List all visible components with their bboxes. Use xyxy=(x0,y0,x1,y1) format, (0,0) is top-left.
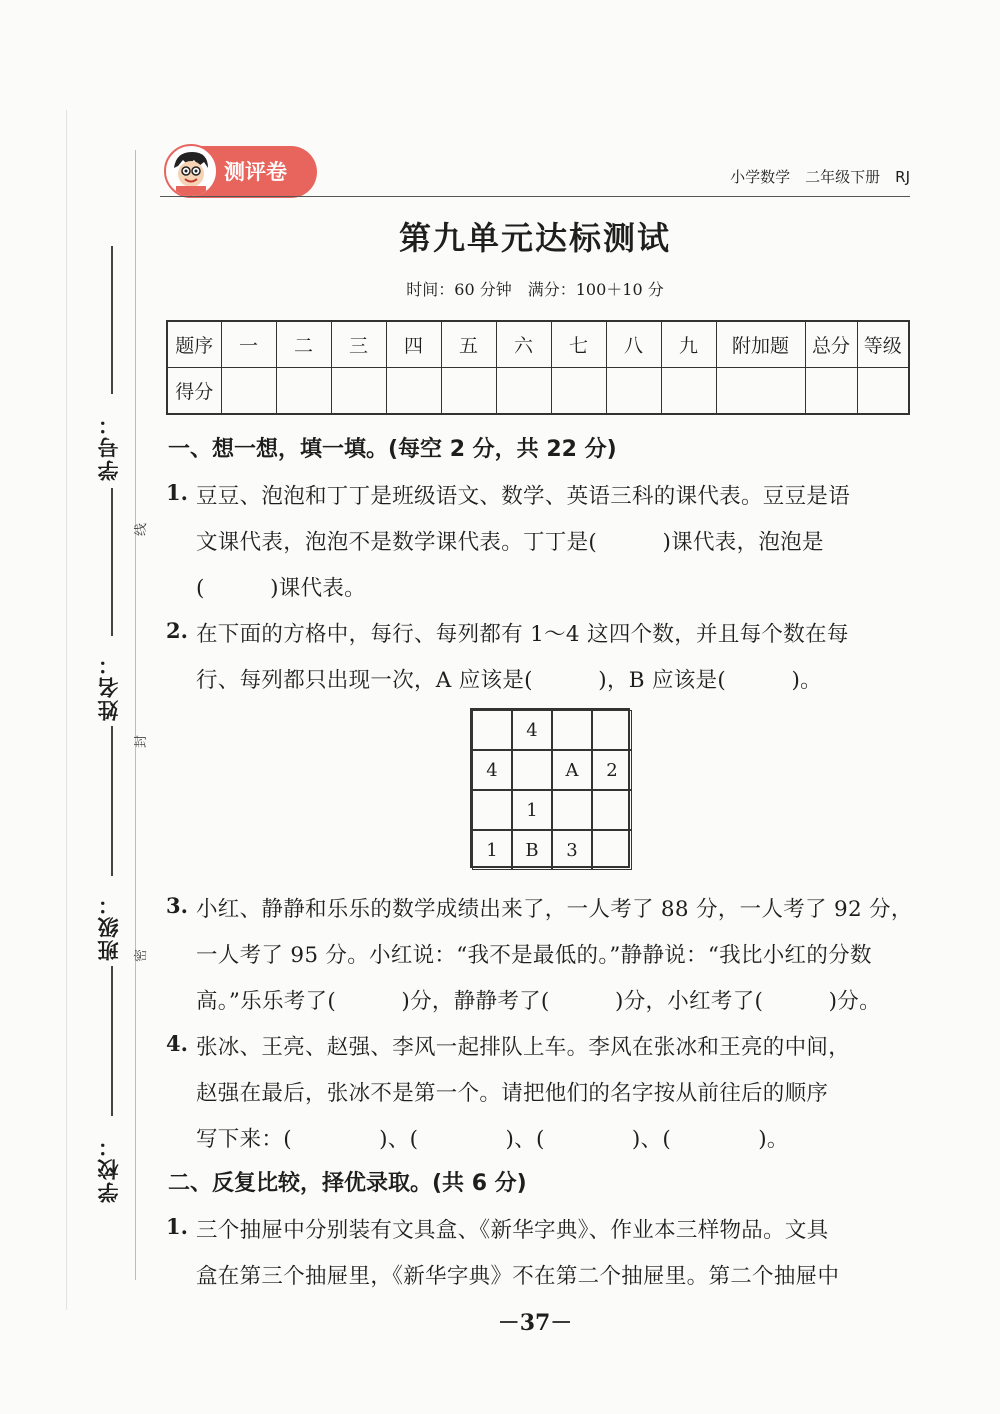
header-rule xyxy=(160,196,910,197)
question-number: 2. xyxy=(166,618,188,643)
table-cell: 六 xyxy=(496,321,551,368)
section-1-title: 一、想一想，填一填。(每空 2 分，共 22 分) xyxy=(168,437,617,462)
table-cell: 二 xyxy=(276,321,331,368)
question-1-line-1: 豆豆、泡泡和丁丁是班级语文、数学、英语三科的课代表。豆豆是语 xyxy=(196,484,851,509)
question-1-line-3: ( )课代表。 xyxy=(196,576,366,601)
question-1-line-2: 文课代表，泡泡不是数学课代表。丁丁是( )课代表，泡泡是 xyxy=(196,530,824,555)
time-score-info: 时间：60 分钟 满分：100＋10 分 xyxy=(406,280,664,299)
class-label: 班级： xyxy=(97,892,121,961)
score-entry-row xyxy=(167,368,909,415)
student-id-line xyxy=(111,246,113,394)
grid-cell xyxy=(592,710,632,750)
table-cell: 等级 xyxy=(857,321,909,368)
number-grid xyxy=(470,708,630,868)
question-number: 1. xyxy=(166,1214,188,1239)
grid-cell xyxy=(472,790,512,830)
grid-cell: 3 xyxy=(552,830,592,870)
score-table xyxy=(166,320,910,415)
score-blank[interactable] xyxy=(496,368,551,415)
table-cell: 附加题 xyxy=(716,321,805,368)
school-line xyxy=(111,966,113,1116)
class-line xyxy=(111,726,113,876)
table-cell: 题序 xyxy=(167,321,221,368)
grid-cell: 2 xyxy=(592,750,632,790)
page-title: 第九单元达标测试 xyxy=(398,219,671,257)
table-cell: 四 xyxy=(386,321,441,368)
grid-cell xyxy=(552,710,592,750)
score-header-row xyxy=(167,321,909,368)
section-2-question-1-line-2: 盒在第三个抽屉里，《新华字典》不在第二个抽屉里。第二个抽屉中 xyxy=(196,1264,840,1289)
subject-grade: 小学数学 二年级下册 RJ xyxy=(730,168,910,186)
grid-cell: 4 xyxy=(472,750,512,790)
margin-edge xyxy=(66,110,67,1310)
table-cell: 总分 xyxy=(805,321,857,368)
score-blank[interactable] xyxy=(606,368,661,415)
table-cell: 九 xyxy=(661,321,716,368)
question-number: 4. xyxy=(166,1031,188,1056)
score-blank[interactable] xyxy=(221,368,276,415)
score-blank[interactable] xyxy=(441,368,496,415)
question-3-line-2: 一人考了 95 分。小红说：“我不是最低的。”静静说：“我比小红的分数 xyxy=(196,943,872,968)
question-4-line-3: 写下来：( )、( )、( )、( )。 xyxy=(196,1127,789,1152)
table-cell: 一 xyxy=(221,321,276,368)
score-blank[interactable] xyxy=(857,368,909,415)
score-blank[interactable] xyxy=(331,368,386,415)
student-id-label: 学号： xyxy=(97,412,121,481)
question-2-line-2: 行、每列都只出现一次，A 应该是( )，B 应该是( )。 xyxy=(196,668,822,693)
name-line xyxy=(111,488,113,636)
grid-cell: 1 xyxy=(472,830,512,870)
table-cell: 得分 xyxy=(167,368,221,415)
question-4-line-2: 赵强在最后，张冰不是第一个。请把他们的名字按从前往后的顺序 xyxy=(196,1081,829,1106)
question-4-line-1: 张冰、王亮、赵强、李风一起排队上车。李风在张冰和王亮的中间， xyxy=(196,1035,851,1060)
question-3-line-1: 小红、静静和乐乐的数学成绩出来了，一人考了 88 分，一人考了 92 分， xyxy=(196,897,913,922)
margin-char-secret: 密 xyxy=(134,948,150,963)
binding-rule xyxy=(135,150,136,1280)
school-label: 学校： xyxy=(97,1134,121,1203)
score-blank[interactable] xyxy=(386,368,441,415)
question-number: 3. xyxy=(166,893,188,918)
name-label: 姓名： xyxy=(97,652,121,721)
score-blank[interactable] xyxy=(805,368,857,415)
question-3-line-3: 高。”乐乐考了( )分，静静考了( )分，小红考了( )分。 xyxy=(196,989,881,1014)
grid-cell xyxy=(512,750,552,790)
table-cell: 三 xyxy=(331,321,386,368)
grid-cell xyxy=(552,790,592,830)
question-2-line-1: 在下面的方格中，每行、每列都有 1～4 这四个数，并且每个数在每 xyxy=(196,622,849,647)
cartoon-boy-icon xyxy=(164,144,218,198)
score-blank[interactable] xyxy=(716,368,805,415)
grid-cell: 1 xyxy=(512,790,552,830)
badge-label: 测评卷 xyxy=(224,160,287,184)
table-cell: 五 xyxy=(441,321,496,368)
score-blank[interactable] xyxy=(551,368,606,415)
section-2-question-1-line-1: 三个抽屉中分别装有文具盒、《新华字典》、作业本三样物品。文具 xyxy=(196,1218,829,1243)
score-blank[interactable] xyxy=(661,368,716,415)
grid-cell: B xyxy=(512,830,552,870)
grid-cell: A xyxy=(552,750,592,790)
grid-cell xyxy=(472,710,512,750)
grid-cell xyxy=(592,830,632,870)
margin-char-seal: 封 xyxy=(134,734,150,749)
table-cell: 八 xyxy=(606,321,661,368)
table-cell: 七 xyxy=(551,321,606,368)
question-number: 1. xyxy=(166,480,188,505)
grid-cell xyxy=(592,790,632,830)
page-number: －37－ xyxy=(497,1310,573,1336)
grid-cell: 4 xyxy=(512,710,552,750)
score-blank[interactable] xyxy=(276,368,331,415)
section-2-title: 二、反复比较，择优录取。(共 6 分) xyxy=(168,1171,527,1196)
margin-char-line: 线 xyxy=(134,522,150,537)
